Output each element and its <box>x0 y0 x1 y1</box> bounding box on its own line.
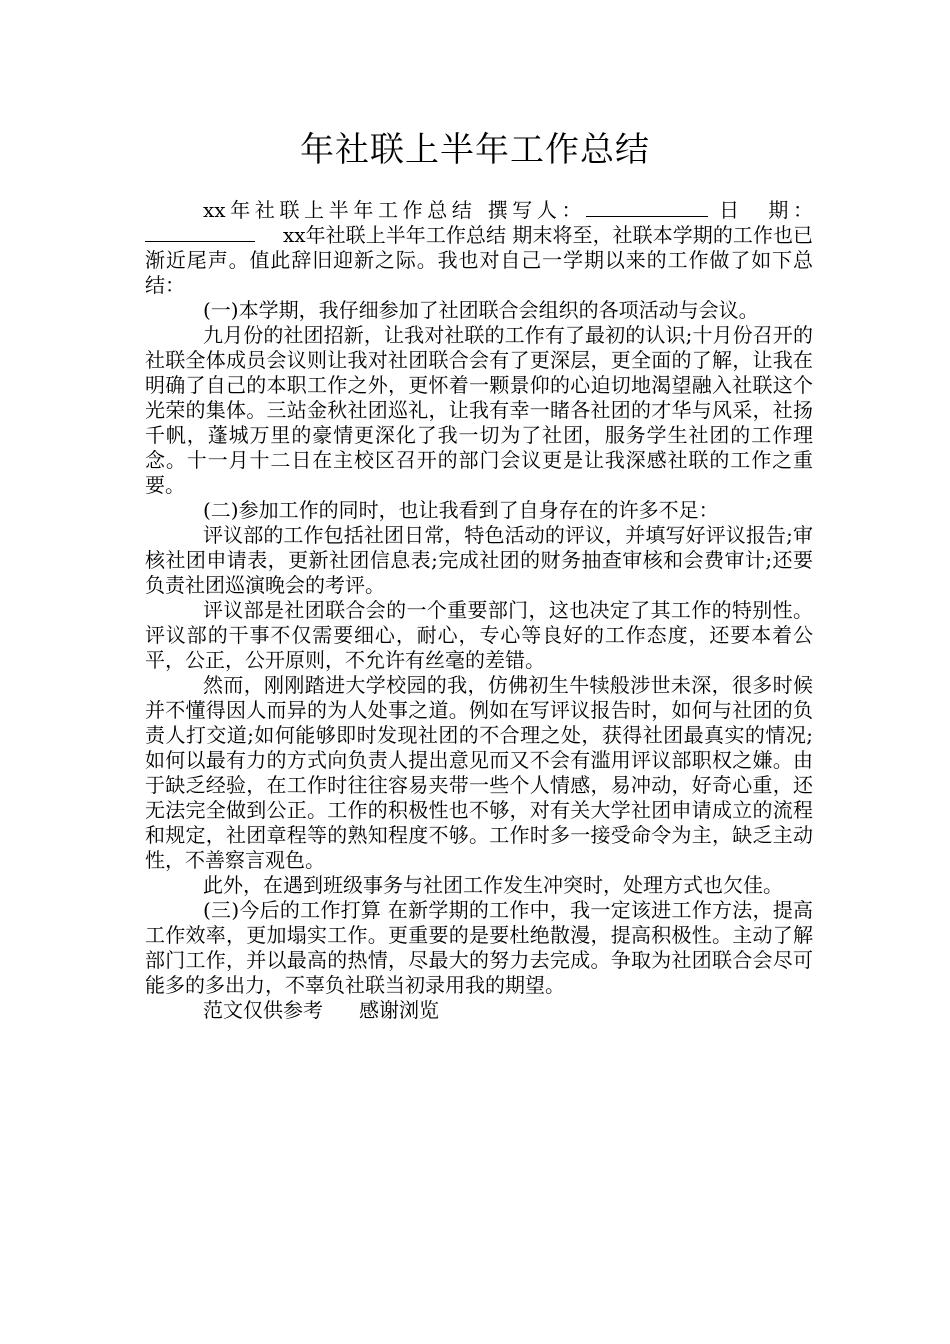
author-label: 撰写人： <box>487 198 587 222</box>
document-body <box>145 198 813 1023</box>
date-label: 日 期： <box>719 198 814 222</box>
paragraph-2: 九月份的社团招新，让我对社联的工作有了最初的认识;十月份召开的社联全体成员会议则让我对社团联合会有了更深层，更全面的了解，让我在明确了自己的本职工作之外，更怀着一颗景仰的心迫切地渴望融入社联这个光荣的集体。三站金秋社团巡礼，让我有幸一睹各社团的才华与风采，社扬千帆，蓬城万里的豪情更深化了我一切为了社团，服务学生社团的工作理念。十一月十二日在主校区召开的部门会议更是让我深感社联的工作之重要。 <box>145 323 813 497</box>
paragraph-8: (三)今后的工作打算 在新学期的工作中，我一定该进工作方法，提高工作效率，更加塌实工作。更重要的是要杜绝散漫，提高积极性。主动了解部门工作，并以最高的热情，尽最大的努力去完成。争取为社团联合会尽可能多的多出力，不辜负社联当初录用我的期望。 <box>145 898 813 997</box>
paragraph-4: 评议部的工作包括社团日常，特色活动的评议，并填写好评议报告;审核社团申请表，更新社团信息表;完成社团的财务抽查审核和会费审计;还要负责社团巡演晚会的考评。 <box>145 523 813 597</box>
paragraph-3: (二)参加工作的同时，也让我看到了自身存在的许多不足： <box>203 498 719 522</box>
intro-text: 期末将至，社联本学期的工作也已渐近尾声。值此辞旧迎新之际。我也对自己一学期以来的工作做了如下总结： <box>145 223 814 297</box>
closing-line <box>145 998 813 1023</box>
closing-right: 感谢浏览 <box>359 998 439 1022</box>
document-title: 年社联上半年工作总结 <box>300 130 650 170</box>
author-blank <box>586 198 708 217</box>
date-blank <box>145 223 255 242</box>
closing-left: 范文仅供参考 <box>203 998 323 1022</box>
paragraph-6: 然而，刚刚踏进大学校园的我，仿佛初生牛犊般涉世未深，很多时候并不懂得因人而异的为人处事之道。例如在写评议报告时，如何与社团的负责人打交道;如何能够即时发现社团的不合理之处，获得社团最真实的情况;如何以最有力的方式向负责人提出意见而又不会有滥用评议部职权之嫌。由于缺乏经验，在工作时往往容易夹带一些个人情感，易冲动，好奇心重，还无法完全做到公正。工作的积极性也不够，对有关大学社团申请成立的流程和规定，社团章程等的熟知程度不够。工作时多一接受命令为主，缺乏主动性，不善察言观色。 <box>145 673 813 872</box>
header-subject: xx年社联上半年工作总结 <box>203 198 477 222</box>
header-subject-repeat: xx年社联上半年工作总结 <box>283 223 507 247</box>
paragraph-7: 此外，在遇到班级事务与社团工作发生冲突时，处理方式也欠佳。 <box>203 873 783 897</box>
paragraph-5: 评议部是社团联合会的一个重要部门，这也决定了其工作的特别性。评议部的干事不仅需要细心，耐心，专心等良好的工作态度，还要本着公平，公正，公开原则，不允许有丝毫的差错。 <box>145 598 813 672</box>
header-paragraph <box>145 198 813 298</box>
paragraph-1: (一)本学期，我仔细参加了社团联合会组织的各项活动与会议。 <box>203 298 759 322</box>
